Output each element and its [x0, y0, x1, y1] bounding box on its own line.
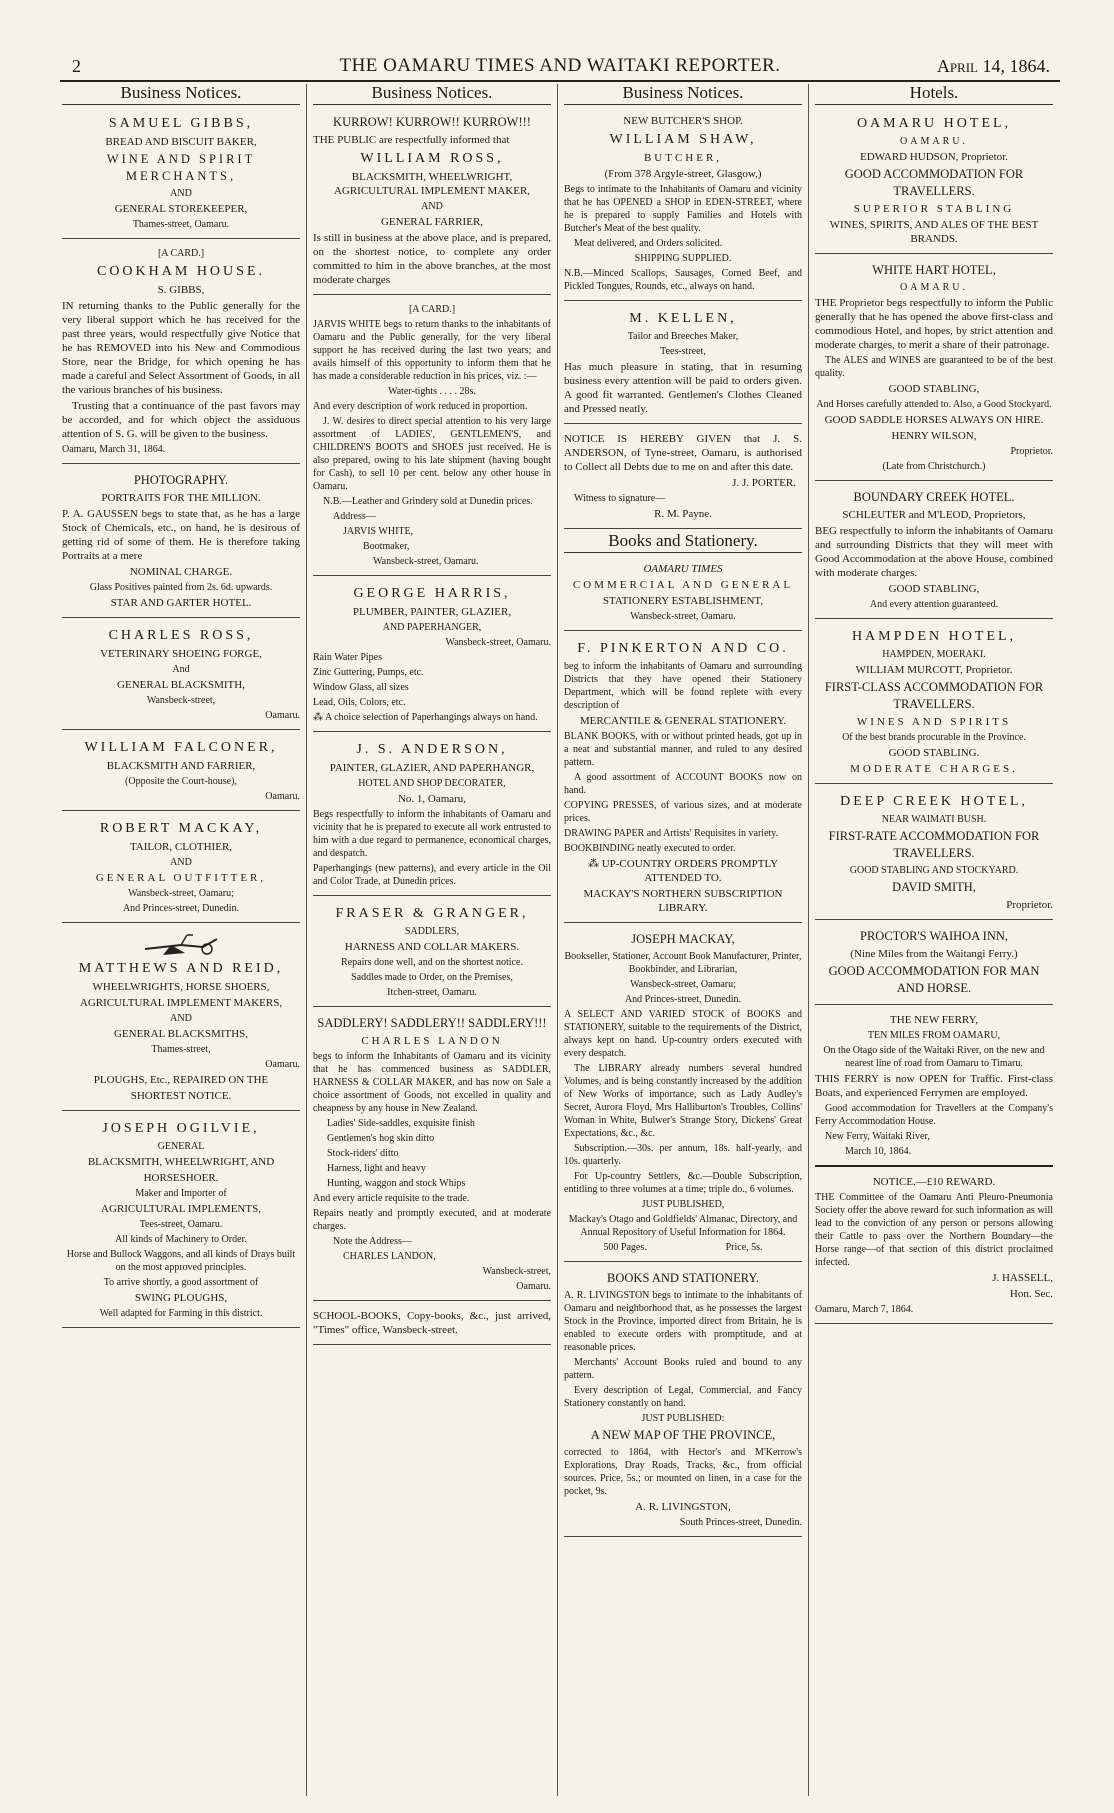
ad-line: Tees-street, Oamaru.: [139, 1219, 223, 1230]
ad-line: Itchen-street, Oamaru.: [387, 987, 477, 998]
ad-line: And every attention guaranteed.: [869, 599, 999, 610]
ad-line: AND: [170, 188, 192, 199]
ad-line: [564, 1241, 802, 1254]
ad-title: KURROW! KURROW!! KURROW!!!: [333, 115, 531, 129]
column-rule: [557, 84, 558, 1796]
ad-joseph-ogilvie: [62, 1114, 300, 1328]
ad-line: PAINTER, GLAZIER, AND PAPERHANGR,: [329, 762, 535, 774]
ad-line: (Late from Christchurch.): [882, 461, 986, 472]
ad-line: AND PAPERHANGER,: [382, 622, 482, 633]
ad-line: Glass Positives painted from 2s. 6d. upwards.: [89, 582, 273, 593]
ad-william-falconer: [62, 733, 300, 811]
ad-line: GOOD STABLING,: [888, 583, 980, 595]
ad-line: SUPERIOR STABLING: [853, 203, 1015, 215]
ad-white-hart-hotel: [815, 257, 1053, 481]
ad-line: Wansbeck-street, Oamaru.: [630, 611, 736, 622]
ad-body: N.B.—Minced Scallops, Sausages, Corned Beef, and Pickled Tongues, Rounds, etc., always on hand.: [564, 268, 802, 292]
column-heading: Business Notices.: [313, 84, 551, 105]
ad-line: GOOD SADDLE HORSES ALWAYS ON HIRE.: [824, 414, 1044, 426]
ad-line: Bookseller, Stationer, Account Book Manufacturer, Printer, Bookbinder, and Librarian,: [564, 951, 802, 975]
ad-line: AND: [170, 857, 192, 868]
ad-line: SHIPPING SUPPLIED.: [634, 253, 732, 264]
signature: J. J. PORTER.: [732, 477, 796, 489]
ad-line: WHEELWRIGHTS, HORSE SHOERS,: [92, 981, 270, 993]
signature: R. M. Payne.: [654, 508, 712, 520]
ad-livingston: [564, 1265, 802, 1537]
ad-jarvis-white: [313, 298, 551, 576]
ad-line: PLOUGHS, Etc., REPAIRED ON THE: [93, 1074, 269, 1086]
ad-line: Stock-riders' ditto: [327, 1148, 399, 1159]
ad-title: THE NEW FERRY,: [890, 1014, 978, 1026]
ad-line: WINES, SPIRITS, AND ALES OF THE BEST BRANDS.: [829, 219, 1039, 245]
ad-body: COPYING PRESSES, of various sizes, and at moderate prices.: [564, 800, 802, 824]
ad-line: Wansbeck-street, Oamaru.: [445, 637, 551, 648]
ad-line: Ladies' Side-saddles, exquisite finish: [327, 1118, 475, 1129]
ad-body: BLANK BOOKS, with or without printed heads, got up in a neat and substantial manner, and ruled to any desired pattern.: [564, 731, 802, 768]
ad-oamaru-hotel: [815, 109, 1053, 254]
ad-line: Wansbeck-street,: [146, 695, 216, 706]
ad-date: Oamaru, March 31, 1864.: [62, 444, 166, 455]
ad-title: OAMARU TIMES: [643, 563, 723, 575]
ad-line: Hon. Sec.: [1009, 1288, 1053, 1300]
ad-line: Saddles made to Order, on the Premises,: [351, 972, 513, 983]
ad-title: BOOKS AND STATIONERY.: [607, 1271, 759, 1285]
ad-body: JARVIS WHITE begs to return thanks to the inhabitants of Oamaru and the Public generally, for the very liberal support he has received during the last two years; and avails himself of this opportunity to inform them that he has made a considerable reduction in his prices, viz. :—: [313, 319, 551, 382]
column-heading: Hotels.: [815, 84, 1053, 105]
ad-body: Trusting that a continuance of the past favors may be accorded, and for which object the assiduous attention of S. G. will be given to the business.: [62, 400, 300, 440]
pages-count: 500 Pages.: [603, 1242, 647, 1253]
ad-line: (From 378 Argyle-street, Glasgow,): [604, 168, 762, 180]
ad-body: BEG respectfully to inform the inhabitants of Oamaru and surrounding Districts that they will meet with Good Accommodation at the above House, combined with moderate charges.: [815, 525, 1053, 579]
ad-line: Address—: [333, 511, 376, 522]
ad-body: SCHOOL-BOOKS, Copy-books, &c., just arrived, "Times" office, Wansbeck-street.: [313, 1310, 551, 1336]
ad-line: SCHLEUTER and M'LEOD, Proprietors,: [842, 509, 1026, 521]
ad-line: Window Glass, all sizes: [313, 682, 409, 693]
ad-line: Gentlemen's hog skin ditto: [327, 1133, 435, 1144]
ad-proctors-inn: [815, 923, 1053, 1005]
ad-line: GENERAL: [157, 1141, 205, 1152]
ad-line: South Princes-street, Dunedin.: [679, 1517, 802, 1528]
ad-line: GOOD ACCOMMODATION FOR MAN AND HORSE.: [828, 964, 1040, 995]
ad-line: Wansbeck-street, Oamaru;: [630, 979, 736, 990]
ad-js-anderson: [313, 735, 551, 896]
ad-oamaru-times-stationery: [564, 557, 802, 631]
ad-line: Note the Address—: [333, 1236, 412, 1247]
ad-line: JUST PUBLISHED,: [641, 1199, 725, 1210]
ad-line: Wansbeck-street, Oamaru.: [373, 556, 479, 567]
ad-title: SADDLERY! SADDLERY!! SADDLERY!!!: [317, 1016, 547, 1030]
ad-line: (Nine Miles from the Waitangi Ferry.): [850, 948, 1018, 960]
ad-line: STATIONERY ESTABLISHMENT,: [602, 595, 764, 607]
ad-line: JARVIS WHITE,: [343, 526, 414, 537]
ad-line: GENERAL FARRIER,: [380, 216, 484, 228]
ad-line: Rain Water Pipes: [313, 652, 382, 663]
ad-line: Horse and Bullock Waggons, and all kinds of Drays built on the most approved principles.: [66, 1249, 296, 1273]
ad-line: GENERAL OUTFITTER,: [95, 872, 267, 884]
ad-line: WINES AND SPIRITS: [856, 716, 1012, 728]
advertiser-name: SAMUEL GIBBS,: [108, 116, 254, 131]
ad-line: Wansbeck-street,: [482, 1266, 551, 1277]
ad-cookham-house: [62, 242, 300, 464]
ad-line: GENERAL STOREKEEPER,: [114, 203, 248, 215]
ad-line: Repairs neatly and promptly executed, and at moderate charges.: [313, 1208, 551, 1232]
ad-line: NEAR WAIMATI BUSH.: [881, 814, 987, 825]
ad-william-shaw: [564, 109, 802, 301]
column-heading: Business Notices.: [564, 84, 802, 105]
ad-body: Paperhangings (new patterns), and every article in the Oil and Color Trade, at Dunedin prices.: [313, 863, 551, 887]
ad-photography: [62, 467, 300, 618]
ad-line: CHARLES LANDON,: [343, 1251, 436, 1262]
ad-line: Oamaru.: [265, 710, 300, 721]
card-label: [A CARD.]: [408, 304, 456, 315]
ad-line: Oamaru.: [516, 1281, 551, 1292]
ad-body: For Up-country Settlers, &c.—Double Subscription, entitling to three volumes at a time; triple do., 6 volumes.: [564, 1171, 802, 1195]
ad-line: Zinc Guttering, Pumps, etc.: [313, 667, 424, 678]
ad-line: Tailor and Breeches Maker,: [627, 331, 739, 342]
hotel-name: HAMPDEN HOTEL,: [851, 629, 1017, 644]
ad-line: ⁂ UP-COUNTRY ORDERS PROMPTLY ATTENDED TO.: [587, 858, 779, 884]
ad-charles-landon: [313, 1010, 551, 1301]
hotel-name: OAMARU HOTEL,: [856, 116, 1012, 131]
ad-body: J. W. desires to direct special attention to his very large assortment of LADIES', GENTLEMEN'S, and CHILDREN'S BOOTS and SHOES just received. He is also prepared, owing to his late shipment (having bought for Cash), to sell 10 per cent. below any other house in Oamaru.: [313, 416, 551, 492]
ad-subtitle: PORTRAITS FOR THE MILLION.: [101, 492, 261, 504]
ad-line: New Ferry, Waitaki River,: [825, 1131, 930, 1142]
ad-line: All kinds of Machinery to Order.: [115, 1234, 247, 1245]
ad-george-harris: [313, 579, 551, 732]
ad-body: Good accommodation for Travellers at the Company's Ferry Accommodation House.: [815, 1103, 1053, 1127]
ad-body: A. R. LIVINGSTON begs to intimate to the inhabitants of Oamaru and neighborhood that, as he possesses the largest Stock in the Province, imported direct from Britain, he is enabled to execute orders with promptitude, and at reasonable prices.: [564, 1290, 802, 1353]
column-4: [815, 84, 1053, 1796]
ad-joseph-mackay: [564, 926, 802, 1262]
ad-boundary-creek-hotel: [815, 484, 1053, 619]
ad-line: Thames-street,: [151, 1044, 211, 1055]
ad-line: MERCANTILE & GENERAL STATIONERY.: [579, 715, 787, 727]
ad-notice-porter: [564, 427, 802, 529]
ad-body: The LIBRARY already numbers several hundred Volumes, and is being constantly increased by the addition of New Works of importance, such as Lady Audley's Secret, Aurora Floyd, Mrs Halliburton's Troubles, Collins' Woman in White, Bulwer's Strange Story, Dickens' Great Expectations, &c., &c.: [564, 1063, 802, 1139]
advertiser-name: WILLIAM SHAW,: [609, 132, 757, 147]
ad-line: COMMERCIAL AND GENERAL: [572, 579, 794, 591]
ad-body: THIS FERRY is now OPEN for Traffic. First-class Boats, and experienced Ferrymen are employed.: [815, 1073, 1053, 1099]
ad-body: The ALES and WINES are guaranteed to be of the best quality.: [815, 355, 1053, 379]
signature: J. HASSELL,: [992, 1272, 1053, 1284]
ad-line: WILLIAM MURCOTT, Proprietor.: [855, 664, 1013, 676]
ad-line: HOTEL AND SHOP DECORATER,: [358, 778, 506, 789]
ad-line: Wansbeck-street, Oamaru;: [128, 888, 234, 899]
ad-reward-notice: [815, 1170, 1053, 1324]
ad-line: BLACKSMITH AND FARRIER,: [106, 760, 256, 772]
ad-date: Oamaru, March 7, 1864.: [815, 1304, 914, 1315]
ad-line: Harness, light and heavy: [327, 1163, 426, 1174]
newspaper-title: THE OAMARU TIMES AND WAITAKI REPORTER.: [339, 55, 781, 76]
ad-charles-ross: [62, 621, 300, 730]
ad-line: FIRST-CLASS ACCOMMODATION FOR TRAVELLERS.: [824, 680, 1044, 711]
ad-line: SHORTEST NOTICE.: [130, 1090, 232, 1102]
ad-line: GOOD ACCOMMODATION FOR TRAVELLERS.: [844, 167, 1024, 198]
advertiser-name: S. GIBBS,: [157, 284, 205, 296]
ad-line: TAILOR, CLOTHIER,: [129, 841, 233, 853]
ad-line: EDWARD HUDSON, Proprietor.: [860, 151, 1008, 163]
ad-line: AND: [170, 1013, 192, 1024]
ad-line: HORSESHOER.: [143, 1172, 219, 1184]
ad-line: Witness to signature—: [574, 493, 666, 504]
ad-body: And every description of work reduced in proportion.: [313, 401, 528, 412]
signature: A. R. LIVINGSTON,: [635, 1501, 731, 1513]
ad-school-books: [313, 1304, 551, 1345]
ad-line: March 10, 1864.: [845, 1146, 912, 1157]
ad-line: GENERAL BLACKSMITHS,: [113, 1028, 249, 1040]
ad-line: GOOD STABLING.: [888, 747, 980, 759]
ad-line: Water-tights . . . . 28s.: [388, 386, 476, 397]
ad-body: NOTICE IS HEREBY GIVEN that J. S. ANDERSON, of Tyne-street, Oamaru, is authorised to Collect all Debts due to me on and after this date.: [564, 433, 802, 473]
hotel-name: BOUNDARY CREEK HOTEL.: [853, 490, 1015, 504]
ad-line: Hunting, waggon and stock Whips: [327, 1178, 466, 1189]
ad-body: Has much pleasure in stating, that in resuming business every attention will be paid to orders given. A good fit warranted. Gentlemen's Clothes Cleaned and Pressed neatly.: [564, 361, 802, 415]
ad-line: Proprietor.: [1010, 446, 1053, 457]
ad-line: And Horses carefully attended to. Also, a Good Stockyard.: [816, 399, 1052, 410]
advertiser-name: JOSEPH OGILVIE,: [102, 1121, 260, 1136]
ad-line: TEN MILES FROM OAMARU,: [867, 1030, 1001, 1041]
ad-line: GENERAL BLACKSMITH,: [117, 679, 245, 691]
ad-title: COOKHAM HOUSE.: [96, 264, 265, 279]
ad-line: To arrive shortly, a good assortment of: [103, 1277, 259, 1288]
ad-body: Mackay's Otago and Goldfields' Almanac, Directory, and Annual Repository of Useful Information for 1864.: [568, 1214, 798, 1238]
ad-body: beg to inform the inhabitants of Oamaru and surrounding Districts that they have opened their Stationery Department, which will be found replete with every description of: [564, 661, 802, 711]
ad-body: Begs to intimate to the Inhabitants of Oamaru and vicinity that he has OPENED a SHOP in EDEN-STREET, where he is prepared to supply Families and Hotels with Butcher's Meat of the best quality.: [564, 184, 802, 234]
ad-line: Tees-street,: [660, 346, 706, 357]
ad-line: GOOD STABLING,: [888, 383, 980, 395]
ad-line: OAMARU.: [900, 136, 968, 147]
hotel-name: WHITE HART HOTEL,: [872, 263, 996, 277]
advertiser-name: M. KELLEN,: [629, 311, 737, 326]
ad-body: begs to inform the Inhabitants of Oamaru and its vicinity that he has commenced business as SADDLER, HARNESS & COLLAR MAKER, and has now on Sale a choice assortment of Goods, not excelled in quality and cheapness by any house in New Zealand.: [313, 1051, 551, 1114]
ad-line: A NEW MAP OF THE PROVINCE,: [590, 1428, 776, 1442]
ad-line: HARNESS AND COLLAR MAKERS.: [344, 941, 520, 953]
ad-new-ferry: [815, 1008, 1053, 1167]
ad-line: Lead, Oils, Colors, etc.: [313, 697, 406, 708]
ad-fraser-granger: [313, 899, 551, 1007]
ad-line: And Princes-street, Dunedin.: [122, 903, 240, 914]
ad-body: Is still in business at the above place, and is prepared, on the shortest notice, to complete any order committed to him in the above branches, at the most moderate charges: [313, 232, 551, 286]
ad-line: Repairs done well, and on the shortest notice.: [341, 957, 523, 968]
advertiser-name: WILLIAM ROSS,: [360, 151, 504, 166]
ad-body: THE PUBLIC are respectfully informed that: [313, 134, 510, 146]
ad-line: Bootmaker,: [363, 541, 410, 552]
ad-line: And: [172, 664, 190, 675]
ad-line: AGRICULTURAL IMPLEMENT MAKERS,: [79, 997, 283, 1009]
ad-matthews-reid: [62, 926, 300, 1111]
plough-illustration: [141, 931, 221, 957]
ad-line: BLACKSMITH, WHEELWRIGHT, AGRICULTURAL IMPLEMENT MAKER,: [333, 171, 531, 197]
ad-line: GOOD STABLING AND STOCKYARD.: [849, 865, 1019, 876]
ad-body: A SELECT AND VARIED STOCK of BOOKS and STATIONERY, suitable to the requirements of the District, always kept on hand. Up-country orders executed with every despatch.: [564, 1009, 802, 1059]
ad-body: P. A. GAUSSEN begs to state that, as he has a large Stock of Chemicals, etc., on hand, he is desirous of getting rid of some of them. He is therefore taking Portraits at a mere: [62, 508, 300, 562]
ad-line: Oamaru.: [265, 791, 300, 802]
advertiser-name: ROBERT MACKAY,: [99, 821, 263, 836]
ad-line: (Opposite the Court-house),: [125, 776, 237, 787]
ad-body: DRAWING PAPER and Artists' Requisites in variety.: [564, 828, 779, 839]
issue-date: April 14, 1864.: [936, 56, 1050, 76]
advertiser-name: FRASER & GRANGER,: [335, 906, 529, 921]
hotel-name: PROCTOR'S WAIHOA INN,: [860, 929, 1008, 943]
ad-body: THE Proprietor begs respectfully to inform the Public generally that he has opened the above first-class and commodious Hotel, and hopes, by strict attention and moderate charges, to merit a share of their patronage.: [815, 297, 1053, 351]
advertiser-name: JOSEPH MACKAY,: [631, 932, 735, 946]
ad-line: ⁂ A choice selection of Paperhangings always on hand.: [313, 712, 538, 723]
advertiser-name: J. S. ANDERSON,: [356, 742, 508, 757]
ad-line: STAR AND GARTER HOTEL.: [110, 597, 252, 609]
ad-title: PHOTOGRAPHY.: [133, 473, 229, 487]
column-rule: [306, 84, 307, 1796]
column-heading: Business Notices.: [62, 84, 300, 105]
ad-line: Meat delivered, and Orders solicited.: [574, 238, 723, 249]
advertiser-name: CHARLES LANDON: [361, 1035, 503, 1047]
ad-m-kellen: [564, 304, 802, 424]
ad-body: Begs respectfully to inform the inhabitants of Oamaru and vicinity that he is prepared to execute all work entrusted to him with a due regard to permanence, economical charges, and despatch.: [313, 809, 551, 859]
ad-line: On the Otago side of the Waitaki River, on the new and nearest line of road from Oamaru to Timaru.: [823, 1045, 1045, 1069]
ad-line: AGRICULTURAL IMPLEMENTS,: [101, 1203, 261, 1215]
price: Price, 5s.: [725, 1242, 763, 1253]
ad-address: Thames-street, Oamaru.: [132, 219, 230, 230]
ad-line: Well adapted for Farming in this district.: [99, 1308, 263, 1319]
column-2: [313, 84, 551, 1796]
ad-title: NOTICE.—£10 REWARD.: [872, 1176, 996, 1188]
ad-line: BLACKSMITH, WHEELWRIGHT, AND: [87, 1156, 275, 1168]
ad-body: N.B.—Leather and Grindery sold at Dunedin prices.: [323, 496, 533, 507]
hotel-name: DEEP CREEK HOTEL,: [840, 794, 1028, 809]
ad-line: OAMARU.: [900, 282, 968, 293]
page-number: 2: [72, 56, 81, 76]
ad-line: MACKAY'S NORTHERN SUBSCRIPTION LIBRARY.: [583, 888, 783, 914]
section-heading: Books and Stationery.: [564, 532, 802, 553]
ad-samuel-gibbs: [62, 109, 300, 239]
ad-line: PLUMBER, PAINTER, GLAZIER,: [352, 606, 512, 618]
ad-pinkerton: [564, 634, 802, 923]
ad-body: Merchants' Account Books ruled and bound to any pattern.: [564, 1357, 802, 1381]
ad-body: BOOKBINDING neatly executed to order.: [564, 843, 736, 854]
ad-line: BREAD AND BISCUIT BAKER,: [105, 136, 257, 148]
ad-line: WINE AND SPIRIT MERCHANTS,: [106, 152, 256, 183]
advertiser-name: WILLIAM FALCONER,: [84, 740, 278, 755]
ad-line: NOMINAL CHARGE.: [129, 566, 233, 578]
ad-line: MODERATE CHARGES.: [850, 763, 1018, 775]
ad-body: Every description of Legal, Commercial, and Fancy Stationery constantly on hand.: [564, 1385, 802, 1409]
ad-hampden-hotel: [815, 622, 1053, 784]
ad-body: A good assortment of ACCOUNT BOOKS now on hand.: [564, 772, 802, 796]
ad-line: And every article requisite to the trade.: [313, 1193, 470, 1204]
advertiser-name: GEORGE HARRIS,: [353, 586, 511, 601]
ad-line: FIRST-RATE ACCOMMODATION FOR TRAVELLERS.: [828, 829, 1040, 860]
ad-line: Of the best brands procurable in the Province.: [842, 732, 1026, 743]
signature: DAVID SMITH,: [892, 880, 976, 894]
signature: HENRY WILSON,: [891, 430, 977, 442]
column-3: [564, 84, 802, 1796]
ad-deep-creek-hotel: [815, 787, 1053, 920]
ad-line: Oamaru.: [265, 1059, 300, 1070]
ad-body: corrected to 1864, with Hector's and M'Kerrow's Explorations, Dray Roads, Tracks, &c., from official sources. Price, 5s.; or mounted on linen, in a case for the pocket, 9s.: [564, 1447, 802, 1497]
advertiser-name: MATTHEWS AND REID,: [78, 961, 284, 976]
column-1: [62, 84, 300, 1796]
ad-robert-mackay: [62, 814, 300, 923]
advertiser-name: CHARLES ROSS,: [108, 628, 254, 643]
ad-body: IN returning thanks to the Public generally for the very liberal support which he has received for the past three years, would respectfully give Notice that he has REMOVED into his New and Commodious Store, near the Bridge, for which opening he has made a careful and Select Assortment of Goods, in all the various branches of his business.: [62, 300, 300, 396]
ad-line: AND: [421, 201, 443, 212]
column-rule: [808, 84, 809, 1796]
masthead: [60, 52, 1060, 82]
ad-william-ross: [313, 109, 551, 295]
ad-line: JUST PUBLISHED:: [641, 1413, 725, 1424]
ad-line: VETERINARY SHOEING FORGE,: [100, 648, 262, 660]
ad-line: SWING PLOUGHS,: [134, 1292, 228, 1304]
ad-line: SADDLERS,: [404, 926, 460, 937]
ad-line: Maker and Importer of: [135, 1188, 227, 1199]
ad-line: No. 1, Oamaru,: [397, 793, 467, 805]
advertiser-name: F. PINKERTON AND CO.: [577, 641, 789, 656]
ad-line: Proprietor.: [1006, 899, 1053, 911]
ad-body: THE Committee of the Oamaru Anti Pleuro-Pneumonia Society offer the above reward for such information as will lead to the conviction of any person or persons allowing their Cattle to pass over the Northern Boundary—the Horse range—of that section of this district proclaimed infected.: [815, 1192, 1053, 1268]
ad-line: HAMPDEN, MOERAKI.: [882, 649, 986, 660]
ad-line: BUTCHER,: [643, 152, 723, 164]
ad-line: And Princes-street, Dunedin.: [624, 994, 742, 1005]
card-label: [A CARD.]: [157, 248, 205, 259]
ad-body: Subscription.—30s. per annum, 18s. half-yearly, and 10s. quarterly.: [564, 1143, 802, 1167]
ad-title: NEW BUTCHER'S SHOP.: [623, 115, 743, 127]
